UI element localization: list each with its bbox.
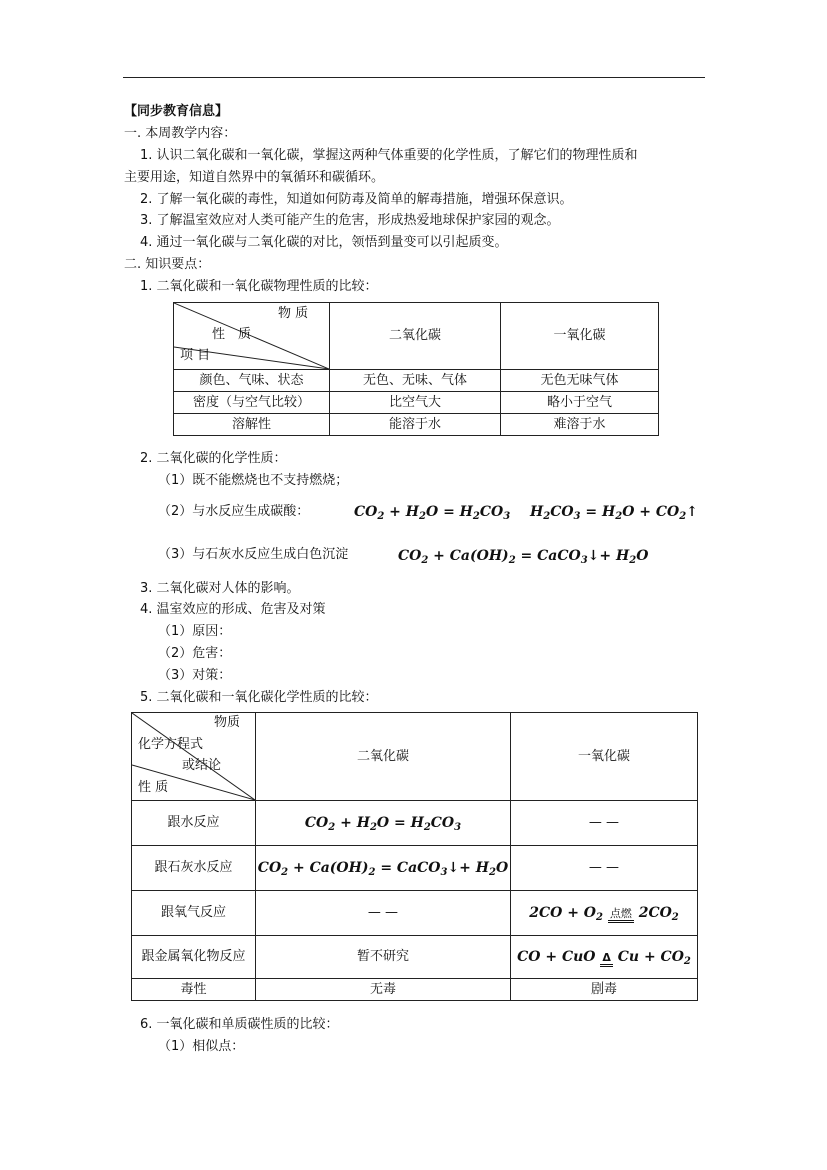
table2-row-water: 跟水反应 xyxy=(132,801,256,846)
table1-row3-co2: 能溶于水 xyxy=(330,414,501,436)
physical-properties-table xyxy=(173,302,659,436)
table2-corner xyxy=(132,713,256,801)
point-2: 2. 二氧化碳的化学性质： xyxy=(140,451,287,466)
equation-limewater: $CO_2 + Ca(OH)_2$ = CaCO$_3$↓+ $H_2O$ xyxy=(398,548,649,566)
table2-toxicity-co2: 无毒 xyxy=(256,979,511,1001)
table1-corner-bottom: 项 目 xyxy=(180,348,211,363)
table1-row2-co: 略小于空气 xyxy=(501,392,659,414)
table1-col1: 二氧化碳 xyxy=(330,303,501,370)
table1-row2-co2: 比空气大 xyxy=(330,392,501,414)
point-5: 5. 二氧化碳和一氧化碳化学性质的比较： xyxy=(140,690,378,705)
table2-oxygen-co: $2CO + O_2$ 点燃 $2CO_2$ xyxy=(511,891,698,936)
point-6a: （1）相似点： xyxy=(158,1039,245,1054)
point-2b: （2）与水反应生成碳酸： xyxy=(158,504,310,519)
table2-oxygen-co2: — — xyxy=(256,891,511,936)
table2-corner-mid1: 化学方程式 xyxy=(138,737,204,752)
table2-row-metal-oxide: 跟金属氧化物反应 xyxy=(132,936,256,979)
point-2a: （1）既不能燃烧也不支持燃烧； xyxy=(158,473,349,488)
header-rule xyxy=(123,77,705,78)
point-4: 4. 温室效应的形成、危害及对策 xyxy=(140,602,326,617)
point-6: 6. 一氧化碳和单质碳性质的比较： xyxy=(140,1017,339,1032)
table2-limewater-co2: $CO_2 + Ca(OH)_2$ = CaCO$_3$↓+ $H_2O$ xyxy=(256,846,511,891)
table2-toxicity-co: 剧毒 xyxy=(511,979,698,1001)
table1-corner-top: 物 质 xyxy=(278,306,309,321)
table2-metal-oxide-co: CO + CuO Δ $Cu + CO_2$ xyxy=(511,936,698,979)
table2-corner-bottom: 性 质 xyxy=(138,780,169,795)
item-2: 2. 了解一氧化碳的毒性，知道如何防毒及简单的解毒措施，增强环保意识。 xyxy=(140,192,573,207)
table1-row1-label: 颜色、气味、状态 xyxy=(174,370,330,392)
heading-1: 一. 本周教学内容： xyxy=(124,126,237,141)
table2-limewater-co: — — xyxy=(511,846,698,891)
condition-ignite: 点燃 xyxy=(608,908,634,923)
item-3: 3. 了解温室效应对人类可能产生的危害，形成热爱地球保护家园的观念。 xyxy=(140,213,560,228)
table1-corner-mid: 性 质 xyxy=(212,327,252,342)
item-1: 1. 认识二氧化碳和一氧化碳，掌握这两种气体重要的化学性质，了解它们的物理性质和 xyxy=(140,148,638,163)
item-1-cont: 主要用途，知道自然界中的氧循环和碳循环。 xyxy=(124,170,385,185)
table2-water-co: — — xyxy=(511,801,698,846)
table1-col2: 一氧化碳 xyxy=(501,303,659,370)
equation-co2-water: $CO_2 + H_2O = H_2CO_3$ xyxy=(354,504,511,522)
table1-row1-co2: 无色、无味、气体 xyxy=(330,370,501,392)
heading-2: 二. 知识要点： xyxy=(124,257,211,272)
item-4: 4. 通过一氧化碳与二氧化碳的对比，领悟到量变可以引起质变。 xyxy=(140,235,508,250)
table1-corner xyxy=(174,303,330,370)
chemical-properties-table xyxy=(131,712,698,1001)
table2-corner-mid2: 或结论 xyxy=(182,758,222,773)
section-title: 【同步教育信息】 xyxy=(124,104,229,119)
table2-row-limewater: 跟石灰水反应 xyxy=(132,846,256,891)
point-4b: （2）危害： xyxy=(158,646,232,661)
table2-metal-oxide-co2: 暂不研究 xyxy=(256,936,511,979)
condition-heat: Δ xyxy=(600,952,613,967)
table2-col2: 一氧化碳 xyxy=(511,713,698,801)
point-4a: （1）原因： xyxy=(158,624,232,639)
point-4c: （3）对策： xyxy=(158,668,232,683)
table1-row3-co: 难溶于水 xyxy=(501,414,659,436)
table2-row-toxicity: 毒性 xyxy=(132,979,256,1001)
table1-row3-label: 溶解性 xyxy=(174,414,330,436)
point-2c: （3）与石灰水反应生成白色沉淀 xyxy=(158,547,349,562)
point-3: 3. 二氧化碳对人体的影响。 xyxy=(140,581,300,596)
table2-water-co2: $CO_2 + H_2O = H_2CO_3$ xyxy=(256,801,511,846)
table1-row2-label: 密度（与空气比较） xyxy=(174,392,330,414)
point-1: 1. 二氧化碳和一氧化碳物理性质的比较： xyxy=(140,279,378,294)
table2-col1: 二氧化碳 xyxy=(256,713,511,801)
table2-row-oxygen: 跟氧气反应 xyxy=(132,891,256,936)
table2-corner-top: 物质 xyxy=(214,715,241,730)
equation-carbonic-decompose: $H_2CO_3 = H_2O$ + $CO_2↑$ xyxy=(530,504,698,522)
table1-row1-co: 无色无味气体 xyxy=(501,370,659,392)
